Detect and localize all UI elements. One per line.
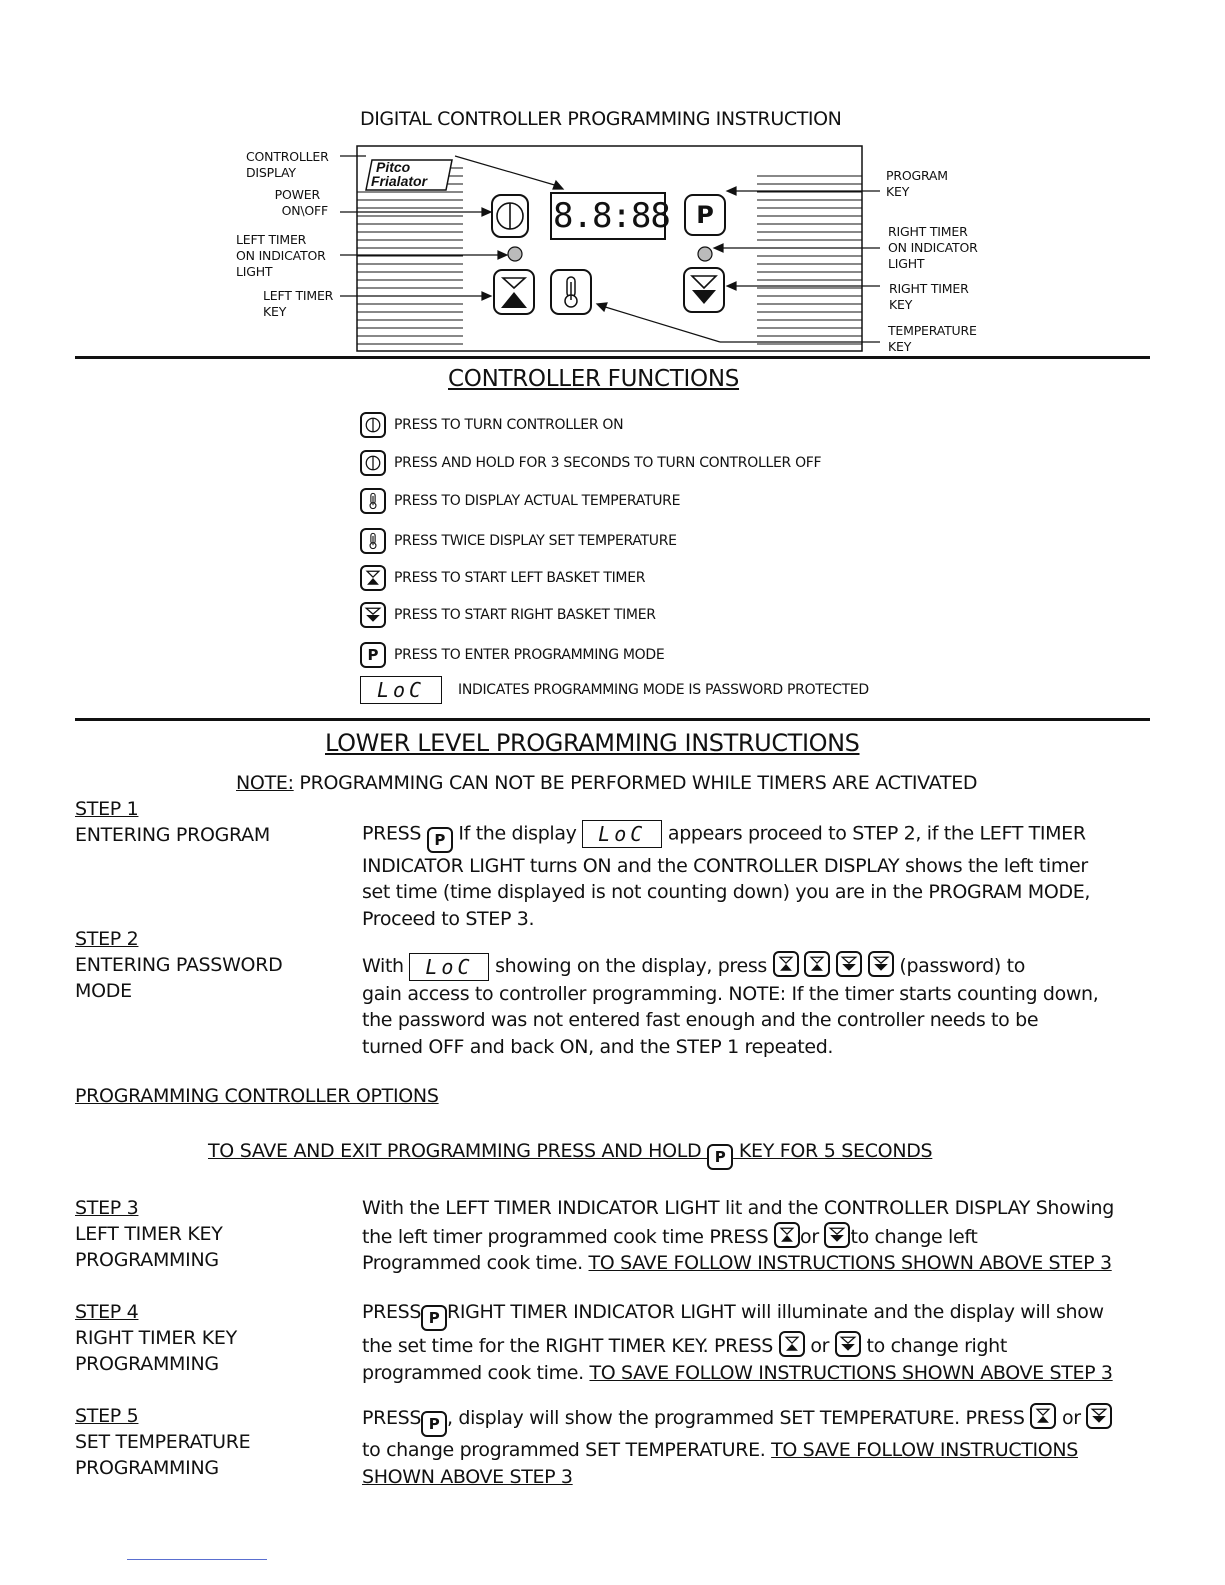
function-text: PRESS AND HOLD FOR 3 SECONDS TO TURN CONTROLLER OFF xyxy=(394,455,822,471)
label-right-timer-light: RIGHT TIMER ON INDICATOR LIGHT xyxy=(888,224,978,271)
function-item xyxy=(360,600,656,630)
brand-logo xyxy=(370,160,450,188)
step3-text: With the LEFT TIMER INDICATOR LIGHT lit and the CONTROLLER DISPLAY Showing the left timer programmed cook time PRESS or to change left Programmed cook time. TO SAVE FOLLOW INSTRUCTIONS SHOWN ABOVE STEP 3 xyxy=(362,1197,1114,1274)
program-key-icon: P xyxy=(427,827,453,853)
program-key-icon: P xyxy=(421,1411,447,1437)
program-key-icon: P xyxy=(707,1144,733,1170)
label-power: POWER ON\OFF xyxy=(274,187,328,218)
right-timer-icon xyxy=(824,1222,850,1248)
step1-text: PRESS P If the display LoC appears proceed to STEP 2, if the LEFT TIMER INDICATOR LIGHT turns ON and the CONTROLLER DISPLAY shows the left timer set time (time displayed is not counting down) you are in the PROGRAM MODE, Proceed to STEP 3. xyxy=(362,822,1091,930)
left-timer-icon xyxy=(773,951,799,977)
function-item xyxy=(360,410,623,440)
label-right-timer-key: RIGHT TIMER KEY xyxy=(889,281,969,312)
step2-title: STEP 2 xyxy=(75,928,139,950)
step4-text: PRESS P RIGHT TIMER INDICATOR LIGHT will illuminate and the display will show the set time for the RIGHT TIMER KEY. PRESS or to change right programmed cook time. TO SAVE FOLLOW INSTRUCTIONS SHOWN ABOVE STEP 3 xyxy=(362,1301,1113,1384)
function-text: PRESS TO TURN CONTROLLER ON xyxy=(394,417,624,433)
note-text: PROGRAMMING CAN NOT BE PERFORMED WHILE TIMERS ARE ACTIVATED xyxy=(293,772,978,794)
function-item xyxy=(360,526,677,556)
step5-title: STEP 5 xyxy=(75,1405,139,1427)
label-temperature-key: TEMPERATURE KEY xyxy=(888,323,977,354)
right-timer-icon xyxy=(1086,1403,1112,1429)
right-timer-key[interactable] xyxy=(684,268,724,312)
left-timer-icon xyxy=(360,565,386,591)
label-left-timer-light: LEFT TIMER ON INDICATOR LIGHT xyxy=(236,232,326,279)
step5-text: PRESS P , display will show the programmed SET TEMPERATURE. PRESS or to change programmed SET TEMPERATURE. TO SAVE FOLLOW INSTRUCTIONS SHOWN ABOVE STEP 3 xyxy=(362,1403,1112,1490)
save-instruction: TO SAVE AND EXIT PROGRAMMING PRESS AND HOLD P KEY FOR 5 SECONDS xyxy=(208,1138,932,1170)
step1-label: ENTERING PROGRAM xyxy=(75,824,270,846)
diagram-title: DIGITAL CONTROLLER PROGRAMMING INSTRUCTION xyxy=(360,108,842,130)
separator-2 xyxy=(75,718,1150,721)
program-key[interactable]: P xyxy=(696,201,714,229)
controller-display-digits: 8.8:88 xyxy=(553,196,670,236)
left-timer-light xyxy=(508,247,522,261)
step1-title: STEP 1 xyxy=(75,798,139,820)
functions-heading: CONTROLLER FUNCTIONS xyxy=(448,366,740,392)
left-timer-icon xyxy=(1030,1403,1056,1429)
lower-heading: LOWER LEVEL PROGRAMMING INSTRUCTIONS xyxy=(325,729,860,757)
step2-text: With LoC showing on the display, press (password) to gain access to controller programming. NOTE: If the timer starts counting down, the password was not entered fast enough and the controller needs to be turned OFF and back ON, and the STEP 1 repeated. xyxy=(362,951,1098,1060)
step3-label: STEP 3 LEFT TIMER KEY PROGRAMMING xyxy=(75,1197,223,1271)
loc-display: LoC xyxy=(582,820,662,848)
function-item xyxy=(360,563,645,593)
function-text: PRESS TO ENTER PROGRAMMING MODE xyxy=(394,647,665,663)
brand-line-2: Frialator xyxy=(371,173,428,189)
right-timer-icon xyxy=(868,951,894,977)
function-text: PRESS TWICE DISPLAY SET TEMPERATURE xyxy=(394,533,677,549)
power-icon xyxy=(360,412,386,438)
right-timer-icon xyxy=(360,602,386,628)
right-timer-light xyxy=(698,247,712,261)
note-label: NOTE: xyxy=(236,772,294,794)
left-timer-icon xyxy=(774,1222,800,1248)
brand-line-1: Pitco xyxy=(376,159,411,175)
program-key-icon: P xyxy=(360,642,386,668)
controller-diagram xyxy=(0,140,1225,360)
note-line xyxy=(236,770,977,796)
step5-label: STEP 5 SET TEMPERATURE PROGRAMMING xyxy=(75,1405,251,1479)
left-timer-icon xyxy=(804,951,830,977)
function-text: INDICATES PROGRAMMING MODE IS PASSWORD PROTECTED xyxy=(458,682,869,698)
function-text: PRESS TO START RIGHT BASKET TIMER xyxy=(394,607,656,623)
loc-display: LoC xyxy=(409,953,489,981)
separator-1 xyxy=(75,356,1150,359)
label-program-key: PROGRAM KEY xyxy=(886,168,948,199)
loc-display: LoC xyxy=(360,676,442,704)
power-icon xyxy=(360,450,386,476)
function-text: PRESS TO START LEFT BASKET TIMER xyxy=(394,570,646,586)
right-timer-icon xyxy=(835,1331,861,1357)
function-text: PRESS TO DISPLAY ACTUAL TEMPERATURE xyxy=(394,493,681,509)
function-item xyxy=(360,640,664,670)
function-item xyxy=(360,486,680,516)
program-key-icon: P xyxy=(421,1305,447,1331)
step2-label: ENTERING PASSWORD MODE xyxy=(75,954,283,1002)
temperature-key[interactable] xyxy=(551,270,591,314)
step4-label: STEP 4 RIGHT TIMER KEY PROGRAMMING xyxy=(75,1301,237,1375)
power-key[interactable] xyxy=(492,195,528,237)
label-controller-display: CONTROLLER DISPLAY xyxy=(246,149,329,180)
footer-rule xyxy=(127,1559,267,1560)
step3-title: STEP 3 xyxy=(75,1197,139,1219)
function-item xyxy=(360,448,821,478)
left-timer-icon xyxy=(779,1331,805,1357)
right-timer-icon xyxy=(836,951,862,977)
thermometer-icon xyxy=(360,488,386,514)
thermometer-icon xyxy=(360,528,386,554)
function-item xyxy=(360,675,869,705)
label-left-timer-key: LEFT TIMER KEY xyxy=(263,288,334,319)
step4-title: STEP 4 xyxy=(75,1301,139,1323)
options-heading: PROGRAMMING CONTROLLER OPTIONS xyxy=(75,1085,439,1107)
left-timer-key[interactable] xyxy=(494,270,534,314)
